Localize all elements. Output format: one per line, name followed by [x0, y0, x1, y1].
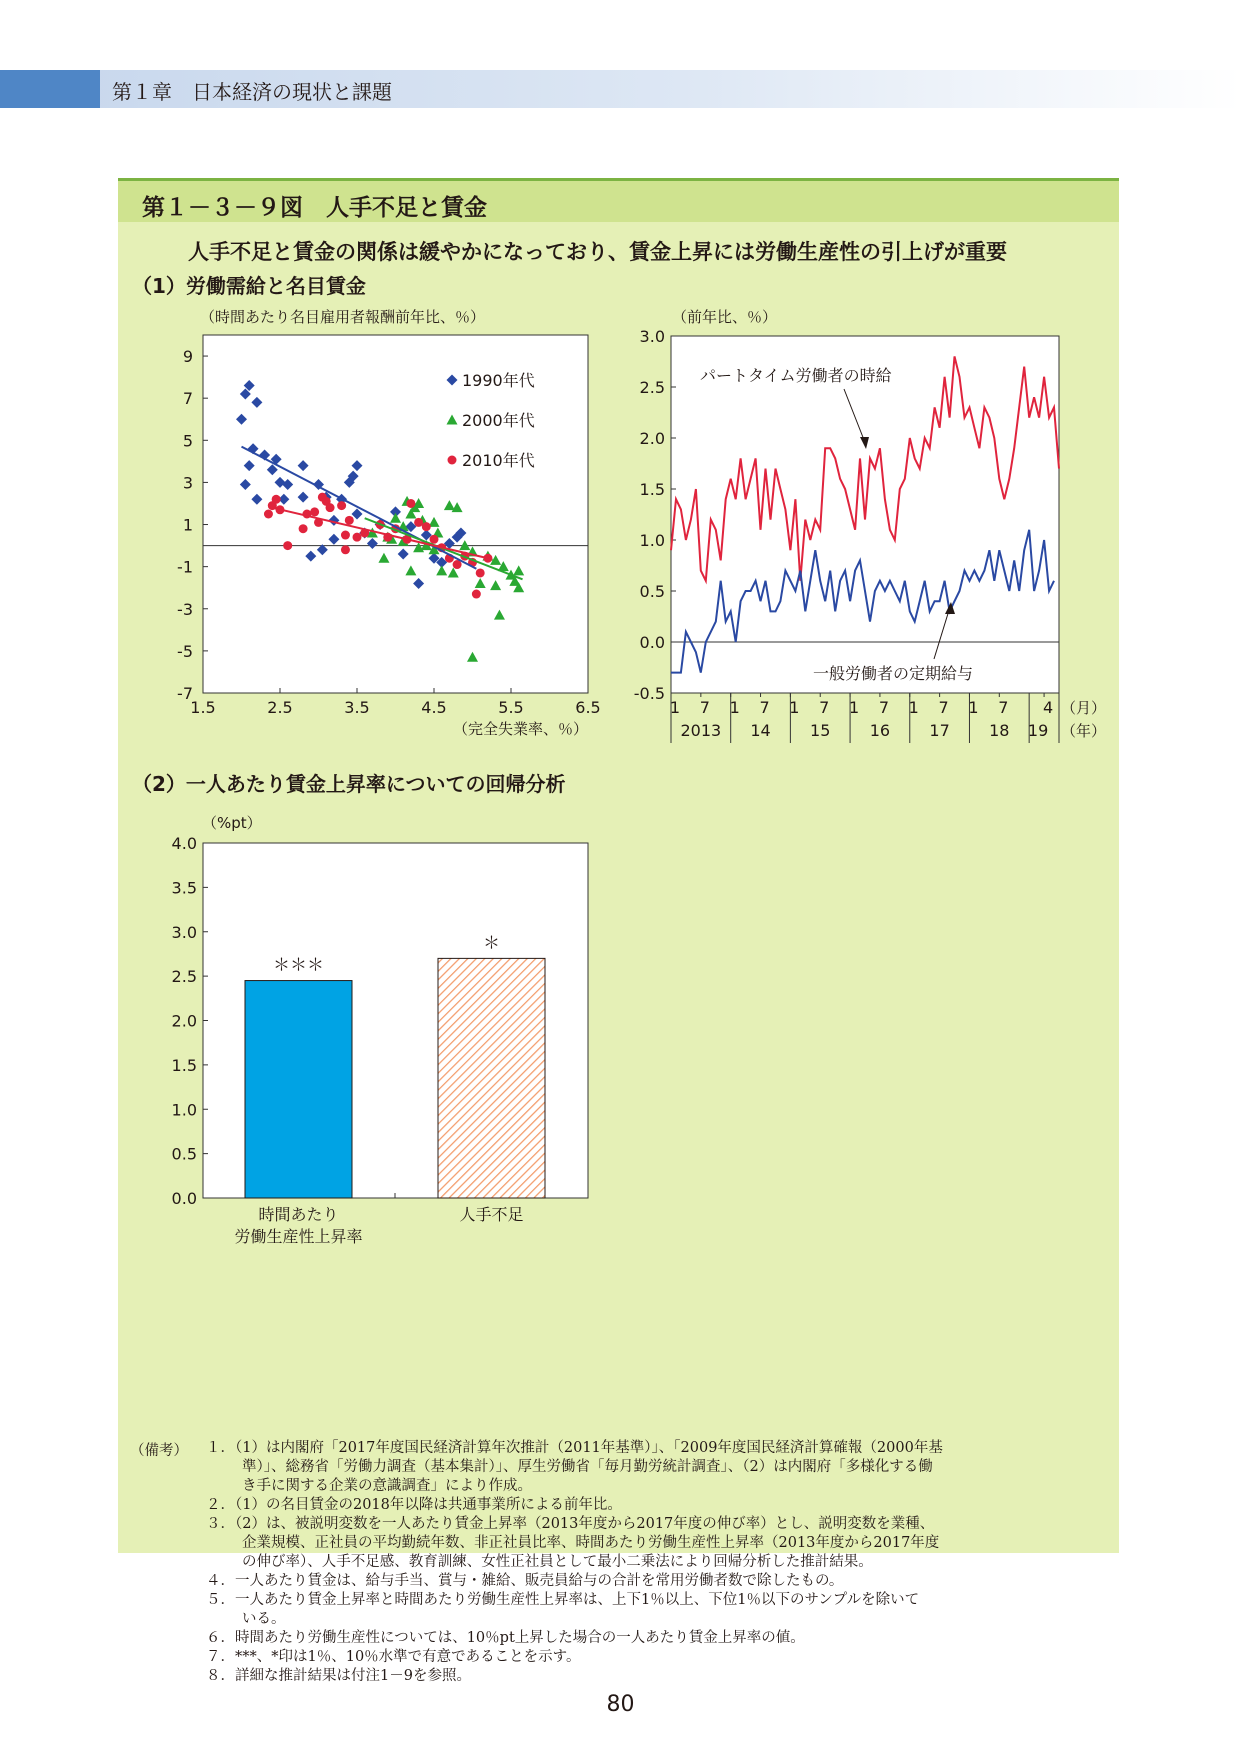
line-y-tick-label: 0.5 — [639, 582, 665, 601]
scatter-x-tick-label: 2.5 — [267, 698, 293, 717]
scatter-x-tick-label: 5.5 — [498, 698, 524, 717]
note-line: ８．詳細な推計結果は付注1－9を参照。 — [206, 1668, 471, 1684]
note-line: ４．一人あたり賃金は、給与手当、賞与・雑給、販売員給与の合計を常用労働者数で除したもの。 — [206, 1573, 844, 1589]
line-month-label: 1 — [848, 698, 860, 717]
notes-label: （備考） — [130, 1443, 188, 1459]
scatter-y-tick-label: 3 — [182, 473, 193, 493]
line-year-label: 18 — [989, 721, 1010, 740]
line-month-label: 4 — [1042, 698, 1054, 717]
note-line: １．（1）は内閣府「2017年度国民経済計算年次推計（2011年基準）」、「2009年度国民経済計算確報（2000年基 — [206, 1440, 943, 1456]
bar — [438, 958, 545, 1198]
legend-label: 2010年代 — [462, 451, 535, 470]
note-line: ５．一人あたり賃金上昇率と時間あたり労働生産性上昇率は、上下1％以上、下位1％以下のサンプルを除いて — [206, 1592, 920, 1608]
scatter-x-tick-label: 1.5 — [190, 698, 216, 717]
note-line: 企業規模、正社員の平均勤続年数、非正社員比率、時間あたり労働生産性上昇率（2013年度から2017年度 — [242, 1535, 940, 1551]
line-month-label: 7 — [878, 698, 890, 717]
bar-y-tick-label: 3.5 — [171, 878, 197, 898]
bar — [245, 981, 352, 1198]
line-year-label: 19 — [1027, 721, 1049, 740]
scatter-x-tick-label: 6.5 — [575, 698, 601, 717]
scatter-y-tick-label: 1 — [182, 515, 193, 535]
line-year-unit: （年） — [1061, 722, 1107, 740]
bar-category-label: 時間あたり — [258, 1205, 339, 1224]
line-y-tick-label: 0.0 — [639, 633, 665, 652]
bar-significance: ＊＊＊ — [273, 955, 324, 976]
bar-significance: ＊ — [483, 933, 500, 954]
scatter-x-tick-label: 4.5 — [421, 698, 447, 717]
line-month-label: 1 — [908, 698, 919, 717]
line-y-tick-label: 1.5 — [639, 480, 665, 499]
bar-y-tick-label: 2.5 — [171, 967, 197, 987]
bar-y-tick-label: 4.0 — [171, 834, 197, 853]
scatter-y-axis-label: （時間あたり名目雇用者報酬前年比、％） — [200, 308, 486, 326]
line-month-unit: （月） — [1061, 699, 1107, 717]
annotation-part-time: パートタイム労働者の時給 — [700, 366, 892, 385]
bar-y-tick-label: 3.0 — [171, 922, 197, 942]
section-1-title: （1）労働需給と名目賃金 — [132, 274, 366, 298]
bar-category-label: 人手不足 — [459, 1205, 524, 1224]
line-year-label: 16 — [869, 721, 891, 740]
line-y-tick-label: 1.0 — [639, 531, 665, 550]
scatter-x-tick-label: 3.5 — [344, 698, 370, 717]
bar-y-tick-label: 0.0 — [171, 1189, 197, 1208]
bar-y-tick-label: 1.5 — [171, 1055, 197, 1075]
figure-headline: 人手不足と賃金の関係は緩やかになっており、賃金上昇には労働生産性の引上げが重要 — [188, 240, 1007, 264]
note-line: 準）」、総務省「労働力調査（基本集計）」、厚生労働省「毎月勤労統計調査」、（2）は内閣府「多様化する働 — [242, 1459, 933, 1475]
scatter-y-tick-label: -1 — [177, 557, 193, 577]
scatter-y-tick-label: -7 — [177, 684, 193, 703]
line-month-label: 1 — [669, 698, 681, 717]
line-year-label: 15 — [810, 721, 831, 740]
bar-y-tick-label: 1.0 — [171, 1100, 197, 1120]
line-month-label: 7 — [998, 698, 1009, 717]
note-line: ２．（1）の名目賃金の2018年以降は共通事業所による前年比。 — [206, 1497, 622, 1513]
bar-y-axis-label: （%pt） — [202, 814, 262, 832]
scatter-y-tick-label: -3 — [177, 599, 193, 619]
chapter-title: 第１章 日本経済の現状と課題 — [112, 80, 392, 104]
legend-label: 2000年代 — [462, 411, 535, 430]
line-month-label: 1 — [729, 698, 740, 717]
line-month-label: 1 — [968, 698, 979, 717]
legend-label: 1990年代 — [462, 371, 535, 390]
note-line: ６．時間あたり労働生産性については、10％pt上昇した場合の一人あたり賃金上昇率の値。 — [206, 1630, 805, 1646]
note-line: の伸び率）、人手不足感、教育訓練、女性正社員として最小二乗法により回帰分析した推計結果。 — [242, 1554, 873, 1570]
note-line: き手に関する企業の意識調査」により作成。 — [242, 1478, 532, 1494]
line-month-label: 7 — [699, 698, 710, 717]
line-month-label: 7 — [819, 698, 830, 717]
note-line: ３．（2）は、被説明変数を一人あたり賃金上昇率（2013年度から2017年度の伸び率）とし、説明変数を業種、 — [206, 1516, 935, 1532]
bar-category-label: 労働生産性上昇率 — [234, 1227, 363, 1246]
note-line: ７．***、*印は1％、10％水準で有意であることを示す。 — [206, 1649, 581, 1665]
line-y-tick-label: 2.5 — [639, 378, 665, 397]
bar-y-tick-label: 2.0 — [171, 1011, 197, 1031]
line-month-label: 1 — [789, 698, 800, 717]
line-year-label: 2013 — [680, 721, 722, 740]
line-y-tick-label: -0.5 — [633, 684, 665, 703]
scatter-y-tick-label: 9 — [182, 347, 193, 367]
scatter-y-tick-label: 5 — [182, 431, 193, 451]
line-year-label: 14 — [750, 721, 771, 740]
figure-title: 第１－３－９図 人手不足と賃金 — [142, 195, 487, 221]
line-year-label: 17 — [929, 721, 950, 740]
section-2-title: （2）一人あたり賃金上昇率についての回帰分析 — [132, 772, 566, 796]
scatter-y-tick-label: -5 — [177, 641, 193, 661]
line-month-label: 7 — [938, 698, 949, 717]
annotation-general: 一般労働者の定期給与 — [813, 664, 974, 683]
line-y-axis-label: （前年比、％） — [672, 308, 778, 326]
scatter-x-axis-label: （完全失業率、％） — [452, 720, 588, 738]
bar-y-tick-label: 0.5 — [171, 1144, 197, 1164]
note-line: いる。 — [242, 1611, 286, 1627]
scatter-y-tick-label: 7 — [182, 389, 193, 409]
line-y-tick-label: 3.0 — [639, 327, 665, 346]
line-y-tick-label: 2.0 — [639, 429, 665, 448]
page-number: 80 — [606, 1692, 635, 1717]
line-month-label: 7 — [759, 698, 770, 717]
